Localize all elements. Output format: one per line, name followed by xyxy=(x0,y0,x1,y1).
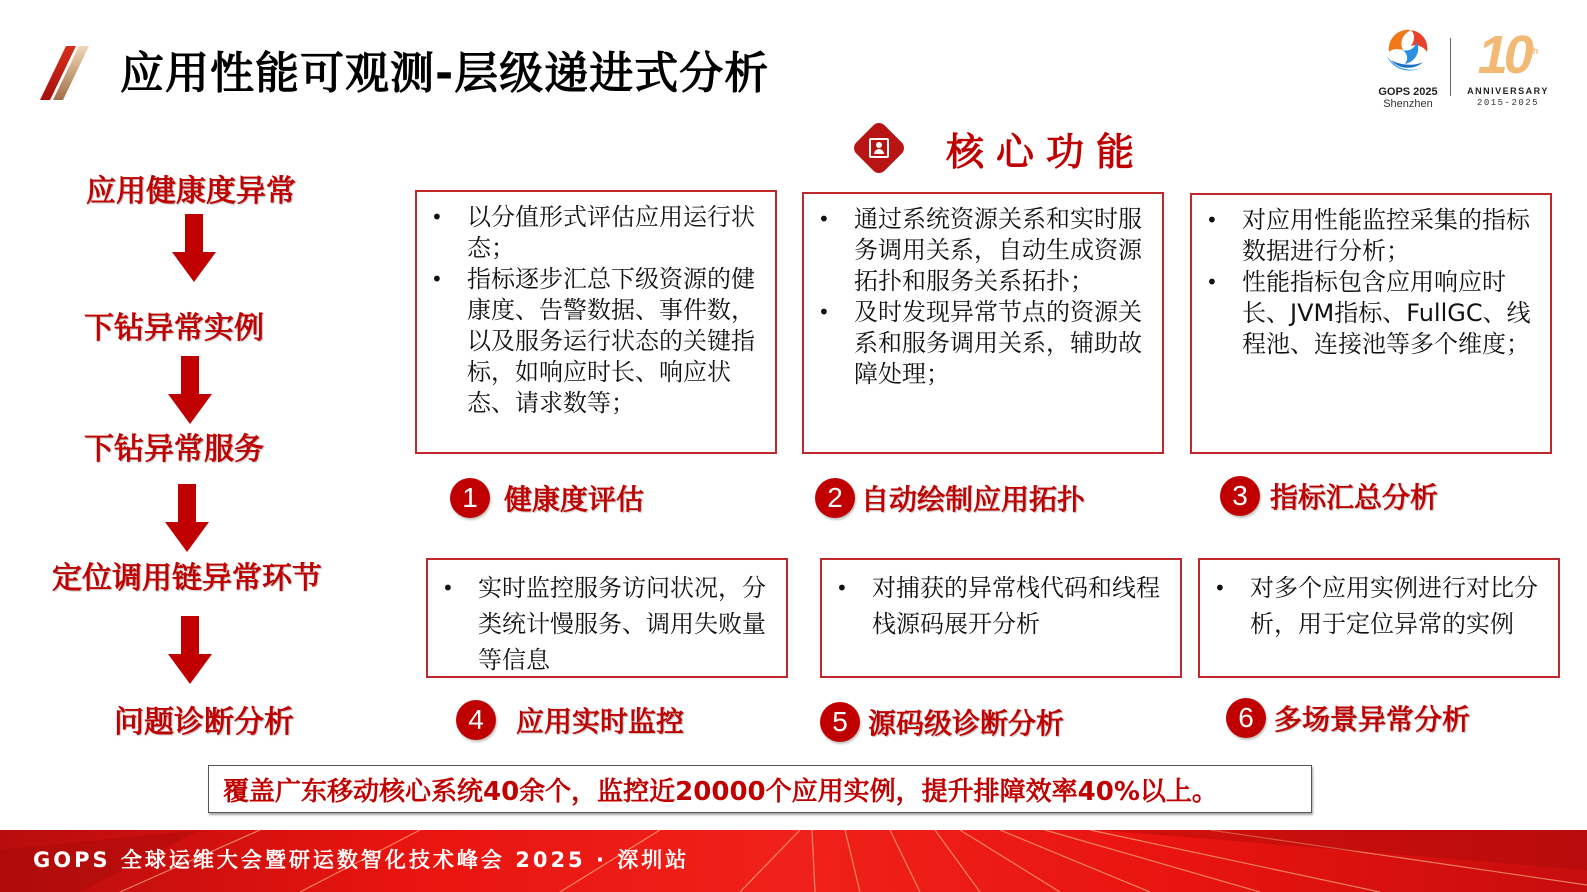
feature-label-1 xyxy=(450,478,644,518)
feature-box-realtime-monitoring xyxy=(426,558,788,678)
logo-divider xyxy=(1450,38,1451,96)
flow-step-3: 下钻异常服务 xyxy=(84,432,264,467)
logo-event-name: GOPS 2025 xyxy=(1378,86,1438,98)
feature-label-4 xyxy=(456,700,684,740)
feature-bullet: • 对捕获的异常栈代码和线程栈源码展开分析 xyxy=(836,570,1166,642)
core-function-title: 核心功能 xyxy=(946,129,1147,174)
feature-bullet: • 性能指标包含应用响应时长、JVM指标、FullGC、线程池、连接池等多个维度； xyxy=(1206,267,1536,360)
feature-name: 自动绘制应用拓扑 xyxy=(861,483,1086,516)
arrow-down-icon xyxy=(168,616,212,686)
feature-label-5 xyxy=(820,702,1064,742)
gops-swirl-icon xyxy=(1381,22,1435,76)
anniversary-years: 2015-2025 xyxy=(1476,98,1540,108)
number-badge: 3 xyxy=(1220,476,1260,516)
logo-city: Shenzhen xyxy=(1383,98,1433,110)
feature-box-source-diagnosis xyxy=(820,558,1182,678)
feature-bullet: • 对应用性能监控采集的指标数据进行分析； xyxy=(1206,205,1536,267)
feature-box-auto-topology xyxy=(802,192,1164,454)
number-badge: 5 xyxy=(820,702,860,742)
feature-bullet: • 指标逐步汇总下级资源的健康度、告警数据、事件数，以及服务运行状态的关键指标，如响应时长、响应状态、请求数等； xyxy=(431,264,761,419)
feature-label-6 xyxy=(1226,698,1470,738)
contact-card-icon xyxy=(850,119,908,177)
feature-bullet: • 以分值形式评估应用运行状态； xyxy=(431,202,761,264)
feature-bullet: • 及时发现异常节点的资源关系和服务调用关系，辅助故障处理； xyxy=(818,297,1148,390)
number-badge: 6 xyxy=(1226,698,1266,738)
anniversary-number xyxy=(1458,20,1558,86)
number-badge: 4 xyxy=(456,700,496,740)
feature-box-metric-summary xyxy=(1190,193,1552,454)
summary-text: 覆盖广东移动核心系统40余个，监控近20000个应用实例，提升排障效率40%以上。 xyxy=(223,776,1218,807)
feature-name: 应用实时监控 xyxy=(516,705,685,738)
gops-2025-logo xyxy=(1372,20,1444,115)
anniversary-number-text: 10 xyxy=(1477,25,1530,85)
flow-step-5: 问题诊断分析 xyxy=(114,705,294,740)
feature-name: 多场景异常分析 xyxy=(1274,703,1471,736)
core-function-header xyxy=(850,118,1146,178)
page-title: 应用性能可观测-层级递进式分析 xyxy=(120,48,770,99)
gops-logo xyxy=(1372,20,1572,115)
feature-name: 指标汇总分析 xyxy=(1270,481,1439,514)
number-badge: 2 xyxy=(815,478,855,518)
summary-box xyxy=(208,765,1312,813)
feature-label-3 xyxy=(1220,476,1438,516)
flow-step-4: 定位调用链异常环节 xyxy=(52,561,322,596)
anniversary-logo xyxy=(1458,20,1558,115)
feature-bullet: • 实时监控服务访问状况，分类统计慢服务、调用失败量等信息 xyxy=(442,570,772,678)
arrow-down-icon xyxy=(165,484,209,554)
feature-label-2 xyxy=(815,478,1085,518)
feature-bullet: • 对多个应用实例进行对比分析，用于定位异常的实例 xyxy=(1214,570,1544,642)
feature-name: 健康度评估 xyxy=(504,483,645,516)
arrow-down-icon xyxy=(168,356,212,426)
arrow-down-icon xyxy=(172,214,216,284)
feature-bullet: • 通过系统资源关系和实时服务调用关系，自动生成资源拓扑和服务关系拓扑； xyxy=(818,204,1148,297)
number-badge: 1 xyxy=(450,478,490,518)
anniversary-label: ANNIVERSARY xyxy=(1467,86,1549,96)
footer-event-name: GOPS 全球运维大会暨研运数智化技术峰会 2025 · 深圳站 xyxy=(33,848,690,872)
feature-box-health-assessment xyxy=(415,190,777,454)
feature-box-multi-scenario xyxy=(1198,558,1560,678)
feature-name: 源码级诊断分析 xyxy=(868,707,1065,740)
footer-banner xyxy=(0,830,1587,892)
title-slash-decoration xyxy=(40,46,96,100)
flow-step-2: 下钻异常实例 xyxy=(84,311,264,346)
flow-step-1: 应用健康度异常 xyxy=(86,174,296,209)
anniversary-suffix: th xyxy=(1529,46,1539,56)
